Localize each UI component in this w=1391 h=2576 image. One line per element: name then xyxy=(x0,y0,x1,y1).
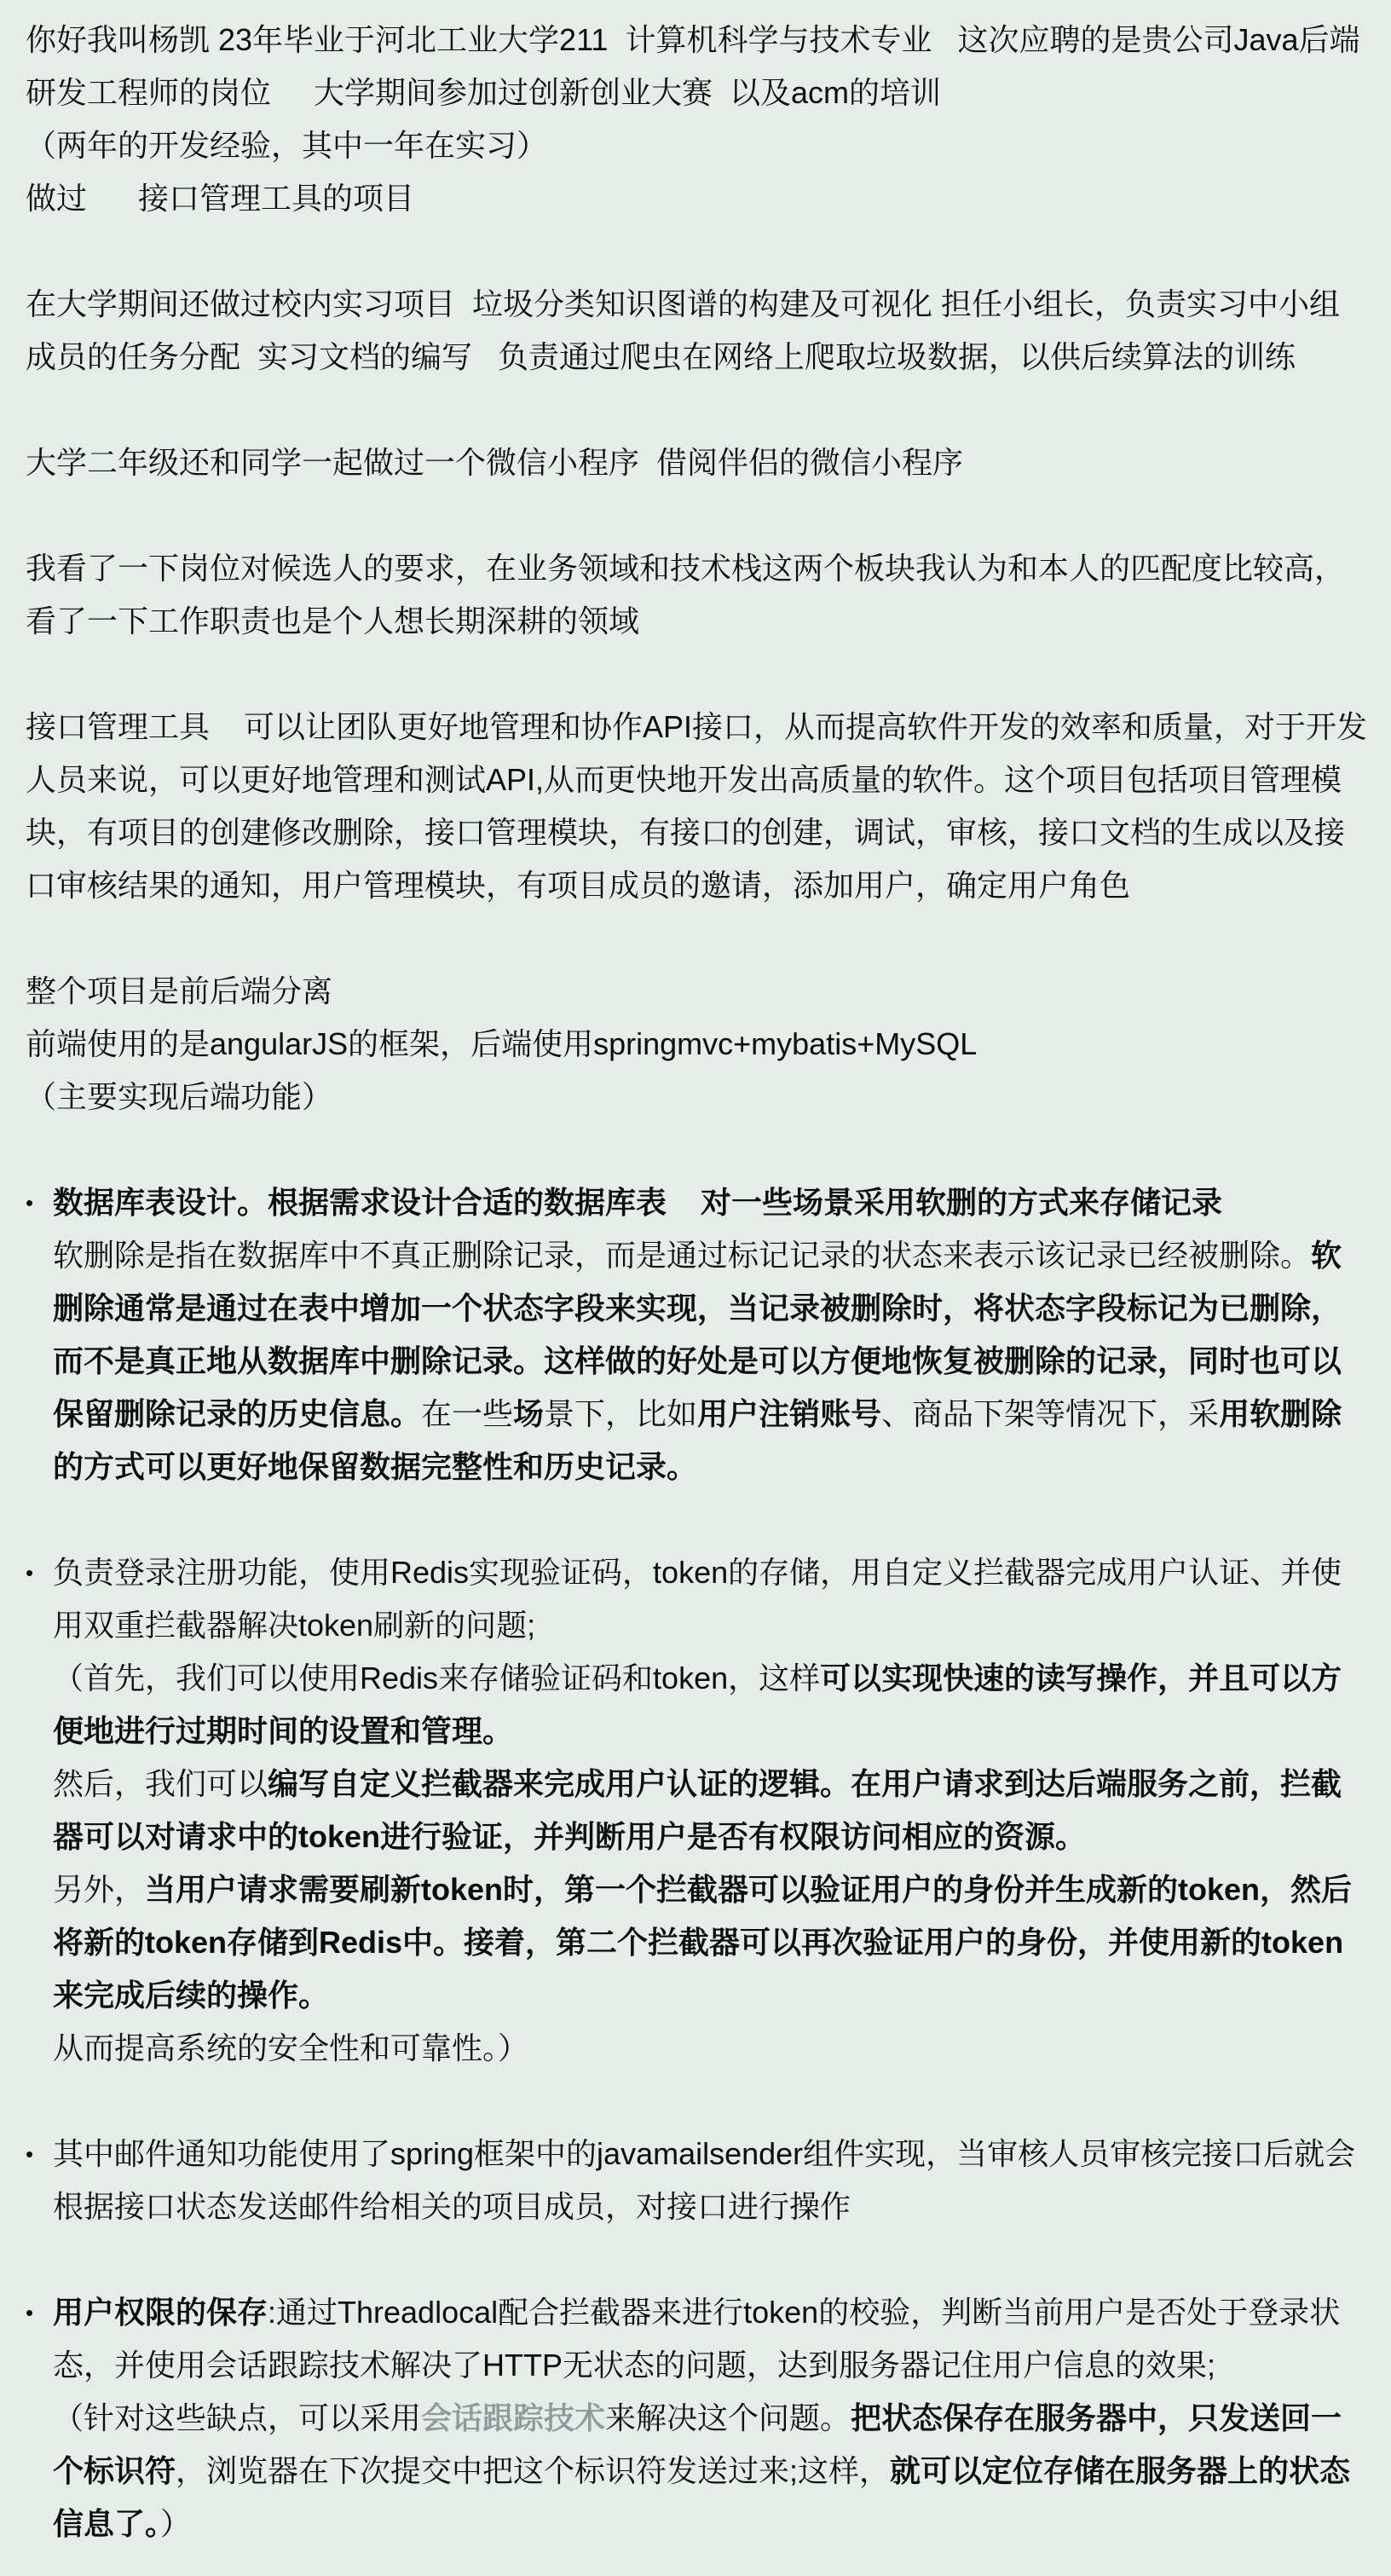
paragraph xyxy=(53,1652,1369,1758)
text-run: ，浏览器在下次提交中把这个标识符发送过来;这样， xyxy=(176,2453,891,2488)
paragraph xyxy=(53,1229,1369,1493)
paragraph xyxy=(53,1546,1369,1652)
list-item-body xyxy=(53,2286,1369,2550)
paragraph xyxy=(26,436,1369,489)
text-run: 、商品下架等情况下，采 xyxy=(881,1396,1220,1431)
bullet-icon: • xyxy=(26,2300,34,2325)
paragraph xyxy=(26,1018,1369,1071)
text-run: 把状态保存在服务器中，只发送回一个标识符 xyxy=(53,2400,1342,2488)
paragraph-gap xyxy=(26,2075,1369,2128)
text-run: 其中邮件通知功能使用了spring框架中的javamailsender组件实现，当审核人员审核完接口后就会根据接口状态发送邮件给相关的项目成员，对接口进行操作 xyxy=(53,2136,1356,2224)
text-run: 大学二年级还和同学一起做过一个微信小程序 借阅伴侣的微信小程序 xyxy=(26,445,964,480)
list-item-body xyxy=(53,1176,1369,1493)
text-run: 当用户请求需要刷新token时，第一个拦截器可以验证用户的身份并生成新的token，然后将新的token存储到Redis中。接着，第二个拦截器可以再次验证用户的身份，并使用新的token来完成后续的操作。 xyxy=(53,1872,1353,2013)
paragraph-gap xyxy=(26,489,1369,542)
paragraph xyxy=(26,172,1369,225)
text-run: 你好我叫杨凯 23年毕业于河北工业大学211 计算机科学与技术专业 这次应聘的是贵公司Java后端研发工程师的岗位 大学期间参加过创新创业大赛 以及acm的培训 xyxy=(26,22,1360,110)
paragraph xyxy=(53,2392,1369,2550)
text-run: 用户注销账号 xyxy=(697,1396,882,1431)
session-tracking-link[interactable]: 会话跟踪技术 xyxy=(421,2400,606,2435)
paragraph xyxy=(26,119,1369,172)
list-item-body xyxy=(53,1546,1369,2075)
text-run: 负责登录注册功能，使用Redis实现验证码，token的存储，用自定义拦截器完成用户认证、并使用双重拦截器解决token刷新的问题; xyxy=(53,1555,1342,1643)
paragraph-gap xyxy=(26,225,1369,278)
list-item xyxy=(26,1546,1369,2075)
text-run: 用软删除的方式可以更好地保留数据完整性和历史记录。 xyxy=(53,1396,1342,1484)
paragraph-gap xyxy=(26,2233,1369,2286)
text-run: 景下，比如 xyxy=(544,1396,698,1431)
text-run: 数据库表设计。根据需求设计合适的数据库表 对一些场景采用软删的方式来存储记录 xyxy=(53,1185,1223,1220)
paragraph xyxy=(53,1176,1369,1229)
bullet-icon: • xyxy=(26,1190,34,1216)
list-item xyxy=(26,2128,1369,2233)
paragraph xyxy=(53,1758,1369,1863)
paragraph-gap xyxy=(26,1493,1369,1546)
list-item xyxy=(26,1176,1369,1493)
text-run: 另外， xyxy=(53,1872,146,1907)
text-run: 在一些 xyxy=(421,1396,514,1431)
paragraph-gap xyxy=(26,1123,1369,1176)
text-run: 就可以定位存储在服务器上的状态信息了。 xyxy=(53,2453,1351,2541)
text-run: 我看了一下岗位对候选人的要求，在业务领域和技术栈这两个板块我认为和本人的匹配度比较高，看了一下工作职责也是个人想长期深耕的领域 xyxy=(26,551,1346,638)
paragraph xyxy=(26,278,1369,384)
text-run: 接口管理工具 可以让团队更好地管理和协作API接口，从而提高软件开发的效率和质量，对于开发人员来说，可以更好地管理和测试API,从而更快地开发出高质量的软件。这个项目包括项目管理模块，有项目的创建修改删除，接口管理模块，有接口的创建，调试，审核，接口文档的生成以及接口审核结果的通知，用户管理模块，有项目成员的邀请，添加用户，确定用户角色 xyxy=(26,709,1368,903)
text-run: 然后，我们可以 xyxy=(53,1766,268,1801)
bullet-icon: • xyxy=(26,1560,34,1585)
text-run: 软删除是指在数据库中不真正删除记录，而是通过标记记录的状态来表示该记录已经被删除。 xyxy=(53,1238,1312,1273)
bullet-icon: • xyxy=(26,2141,34,2167)
text-run: （首先，我们可以使用Redis来存储验证码和token，这样 xyxy=(53,1661,821,1695)
paragraph xyxy=(26,1071,1369,1123)
text-run: 在大学期间还做过校内实习项目 垃圾分类知识图谱的构建及可视化 担任小组长，负责实习中小组成员的任务分配 实习文档的编写 负责通过爬虫在网络上爬取垃圾数据，以供后续算法的训练 xyxy=(26,286,1341,374)
paragraph xyxy=(26,542,1369,648)
text-run: 编写自定义拦截器来完成用户认证的逻辑。在用户请求到达后端服务之前，拦截器可以对请求中的token进行验证，并判断用户是否有权限访问相应的资源。 xyxy=(53,1766,1342,1854)
text-run: 来解决这个问题。 xyxy=(605,2400,851,2435)
text-run: （针对这些缺点，可以采用 xyxy=(53,2400,422,2435)
paragraph xyxy=(26,965,1369,1018)
list-item xyxy=(26,2286,1369,2550)
text-run: （主要实现后端功能） xyxy=(26,1079,333,1114)
text-run: 可以实现快速的读写操作，并且可以方便地进行过期时间的设置和管理。 xyxy=(53,1661,1342,1748)
list-item-body xyxy=(53,2128,1369,2233)
text-run: 场 xyxy=(513,1396,545,1431)
text-run: 软删除通常是通过在表中增加一个状态字段来实现，当记录被删除时，将状态字段标记为已删除，而不是真正地从数据库中删除记录。这样做的好处是可以方便地恢复被删除的记录，同时也可以保留删除记录的历史信息。 xyxy=(53,1238,1342,1431)
paragraph-gap xyxy=(26,648,1369,701)
text-run: 用户权限的保存 xyxy=(53,2295,268,2330)
paragraph xyxy=(53,1863,1369,2022)
text-run: :通过Threadlocal配合拦截器来进行token的校验，判断当前用户是否处于登录状态，并使用会话跟踪技术解决了HTTP无状态的问题，达到服务器记住用户信息的效果; xyxy=(53,2295,1341,2383)
paragraph xyxy=(53,2022,1369,2075)
text-run: ） xyxy=(160,2506,192,2541)
text-run: 前端使用的是angularJS的框架，后端使用springmvc+mybatis+MySQL xyxy=(26,1026,978,1061)
text-run: 从而提高系统的安全性和可靠性。） xyxy=(53,2030,529,2065)
text-run: 整个项目是前后端分离 xyxy=(26,973,333,1008)
paragraph xyxy=(53,2128,1369,2233)
paragraph xyxy=(26,14,1369,119)
paragraph xyxy=(26,701,1369,912)
paragraph-gap xyxy=(26,912,1369,965)
text-run: （两年的开发经验，其中一年在实习） xyxy=(26,128,548,163)
paragraph-gap xyxy=(26,384,1369,436)
paragraph xyxy=(53,2286,1369,2392)
text-run: 做过 接口管理工具的项目 xyxy=(26,181,415,216)
